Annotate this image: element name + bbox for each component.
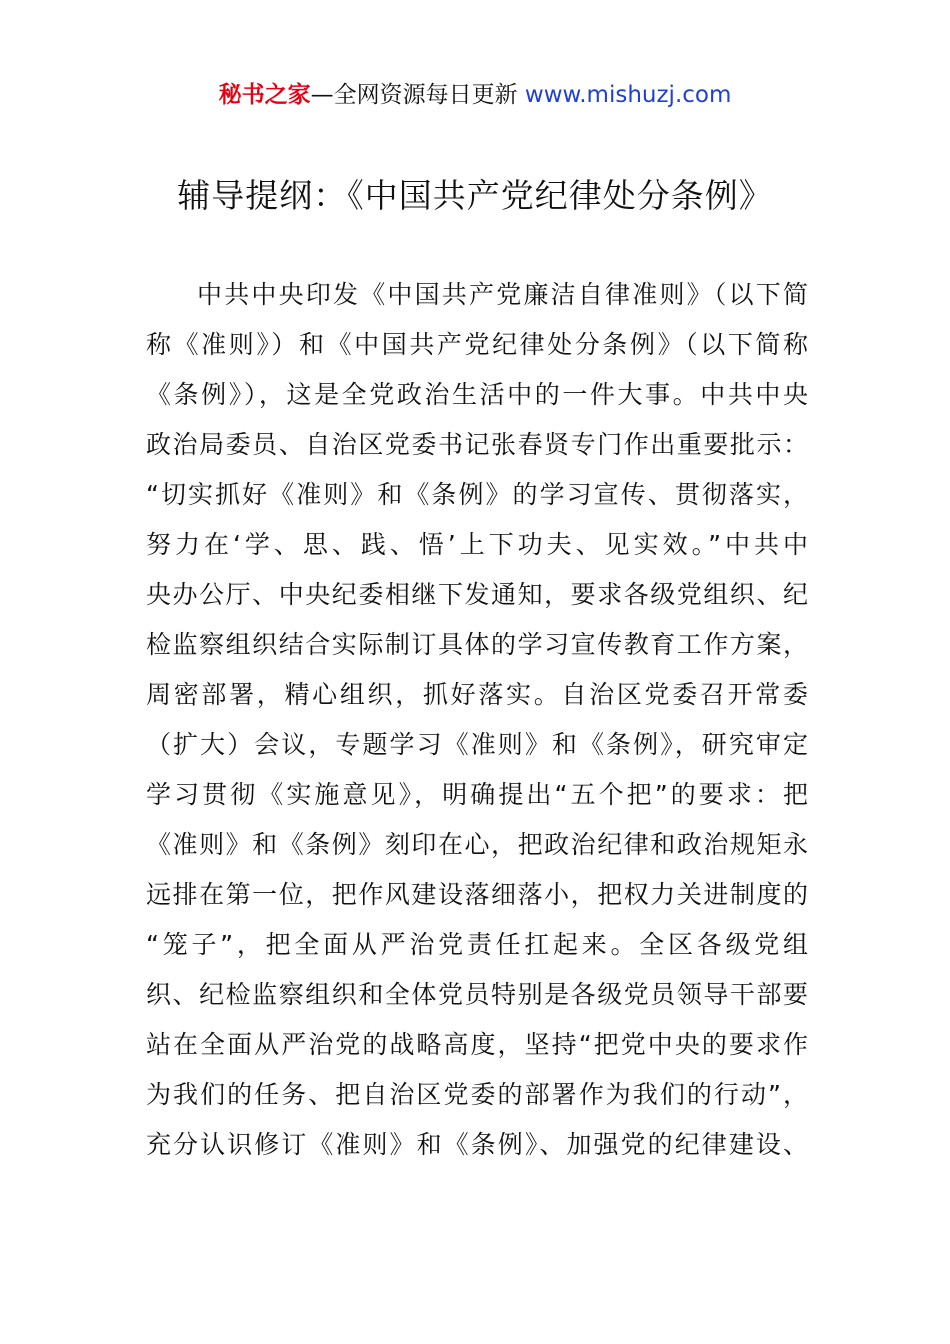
body-line: 政治局委员、自治区党委书记张春贤专门作出重要批示：	[146, 430, 808, 459]
site-brand: 秘书之家	[218, 82, 311, 108]
body-line: 称《准则》）和《中国共产党纪律处分条例》（以下简称	[146, 330, 808, 359]
body-line: 《准则》和《条例》刻印在心，把政治纪律和政治规矩永	[146, 830, 808, 859]
body-line: 远排在第一位，把作风建设落细落小，把权力关进制度的	[146, 880, 808, 909]
body-line: 学习贯彻《实施意见》，明确提出“五个把”的要求：把	[146, 780, 808, 809]
body-line: “笼子”，把全面从严治党责任扛起来。全区各级党组	[146, 930, 808, 959]
body-line: 央办公厅、中央纪委相继下发通知，要求各级党组织、纪	[146, 580, 808, 609]
body-line: 努力在‘学、思、践、悟’上下功夫、见实效。”中共中	[146, 530, 808, 559]
body-line: 周密部署，精心组织，抓好落实。自治区党委召开常委	[146, 680, 808, 709]
body-line: 站在全面从严治党的战略高度，坚持“把党中央的要求作	[146, 1030, 808, 1059]
document-title: 辅导提纲：《中国共产党纪律处分条例》	[177, 176, 773, 215]
body-line: 中共中央印发《中国共产党廉洁自律准则》（以下简	[197, 280, 808, 309]
site-slogan: —全网资源每日更新	[310, 82, 525, 108]
body-line: 为我们的任务、把自治区党委的部署作为我们的行动”，	[146, 1080, 808, 1109]
body-line: 织、纪检监察组织和全体党员特别是各级党员领导干部要	[146, 980, 808, 1009]
body-line: 充分认识修订《准则》和《条例》、加强党的纪律建设、	[146, 1130, 808, 1159]
body-line: 检监察组织结合实际制订具体的学习宣传教育工作方案，	[146, 630, 808, 659]
document-body	[146, 270, 808, 1170]
body-line: “切实抓好《准则》和《条例》的学习宣传、贯彻落实，	[146, 480, 808, 509]
body-line: 《条例》），这是全党政治生活中的一件大事。中共中央	[146, 380, 808, 409]
site-url-link[interactable]: www.mishuzj.com	[524, 82, 732, 108]
body-line: （扩大）会议，专题学习《准则》和《条例》，研究审定	[146, 730, 808, 759]
site-header	[0, 78, 950, 112]
